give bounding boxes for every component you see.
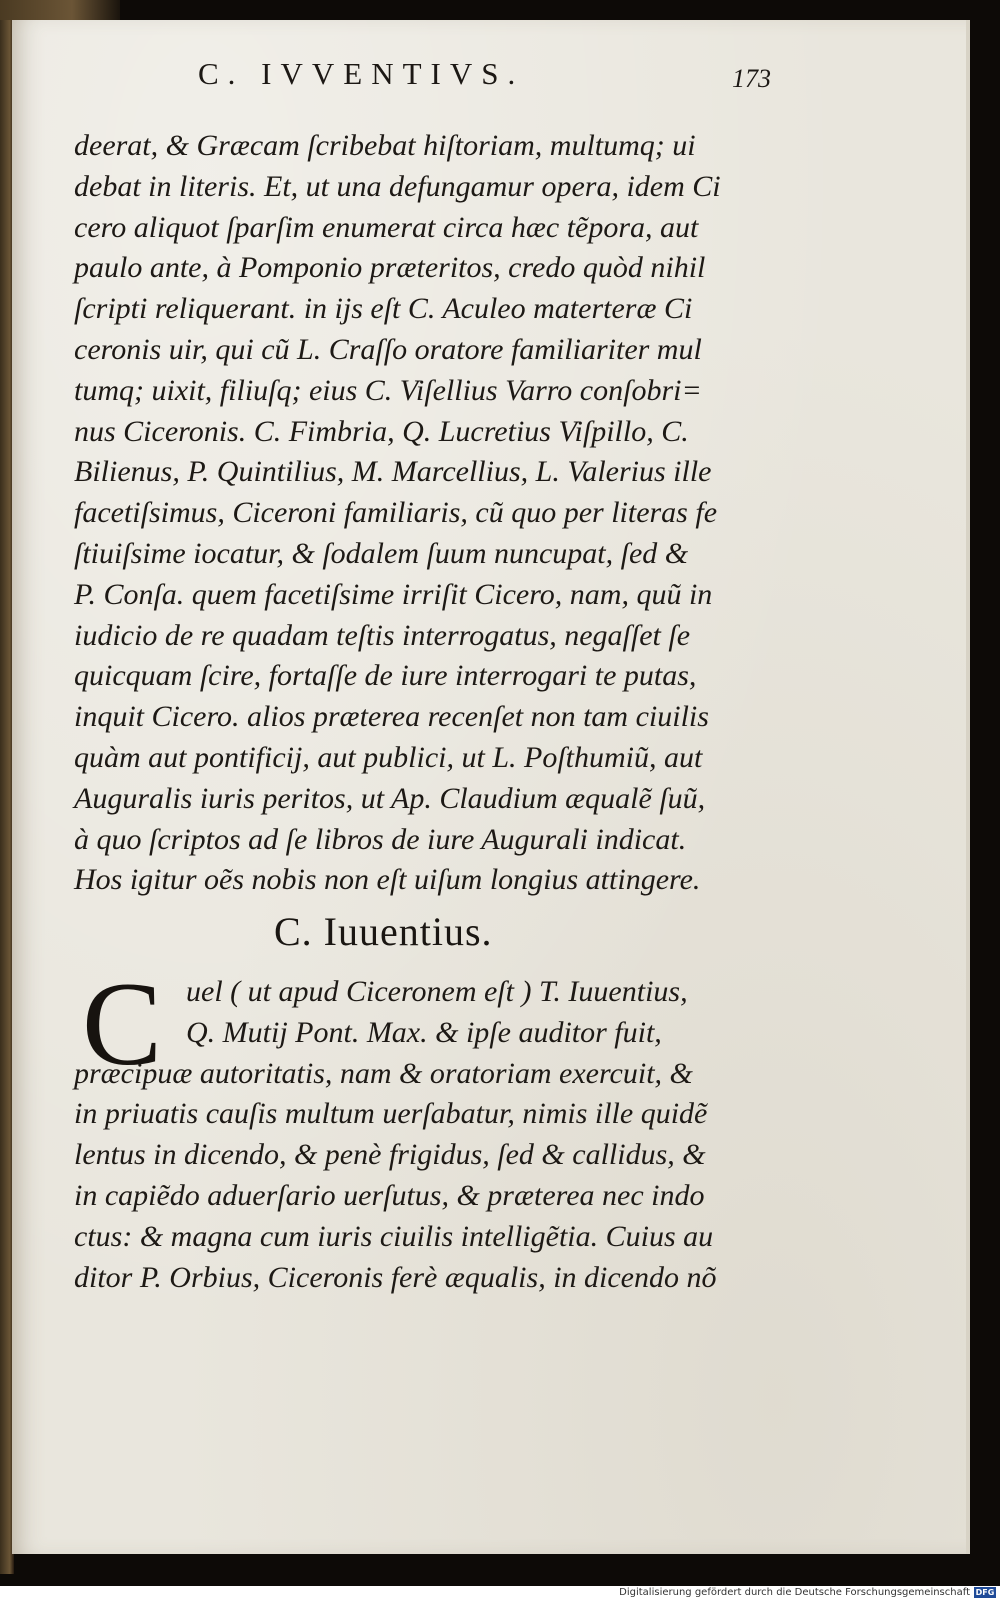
running-head: C. IVVENTIVS.: [198, 56, 525, 91]
text-line: cero aliquot ſparſim enumerat circa hæc tẽpora, aut: [74, 210, 699, 244]
text-line: lentus in dicendo, & penè frigidus, ſed & callidus, &: [74, 1138, 706, 1172]
book-top-edge: [0, 0, 120, 22]
section-heading: C. Iuuentius.: [274, 909, 493, 954]
text-line: Hos igitur oẽs nobis non eſt uiſum longius attingere.: [74, 863, 701, 897]
text-line: tumq; uixit, filiuſq; eius C. Viſellius Varro conſobri=: [74, 373, 702, 407]
text-line: paulo ante, à Pomponio præteritos, credo quòd nihil: [74, 251, 706, 285]
text-line: Auguralis iuris peritos, ut Ap. Claudium æqualẽ ſuũ,: [74, 781, 706, 815]
text-line: quicquam ſcire, fortaſſe de iure interrogari te putas,: [74, 659, 697, 693]
text-line: ctus: & magna cum iuris ciuilis intelligẽtia. Cuius au: [74, 1219, 714, 1253]
text-line: quàm aut pontificij, aut publici, ut L. Poſthumiũ, aut: [74, 740, 703, 774]
text-line: nus Ciceronis. C. Fimbria, Q. Lucretius Viſpillo, C.: [74, 414, 689, 448]
footer-bar: [0, 1586, 1000, 1600]
drop-cap-initial: C: [82, 957, 163, 1090]
text-line: facetiſsimus, Ciceroni familiaris, cũ quo per literas fe: [74, 496, 718, 530]
text-line: iudicio de re quadam teſtis interrogatus, negaſſet ſe: [74, 618, 691, 652]
body-text: [74, 126, 774, 901]
funding-credit: Digitalisierung gefördert durch die Deutsche Forschungsgemeinschaft: [619, 1587, 970, 1598]
text-line: uel ( ut apud Ciceronem eſt ) T. Iuuentius,: [186, 975, 688, 1008]
text-line: deerat, & Græcam ſcribebat hiſtoriam, multumq; ui: [74, 129, 696, 162]
book-page: [12, 20, 970, 1554]
text-line: præcipuæ autoritatis, nam & oratoriam exercuit, &: [74, 1056, 693, 1090]
text-line: ceronis uir, qui cũ L. Craſſo oratore familiariter mul: [74, 332, 702, 366]
text-line: Q. Mutij Pont. Max. & ipſe auditor fuit,: [186, 1015, 662, 1049]
text-line: in capiẽdo aduerſario uerſutus, & præterea nec indo: [74, 1178, 705, 1212]
scan-background: [0, 1574, 1000, 1586]
text-line: à quo ſcriptos ad ſe libros de iure Augurali indicat.: [74, 822, 687, 856]
text-line: in priuatis cauſis multum uerſabatur, nimis ille quidẽ: [74, 1097, 708, 1131]
text-line: inquit Cicero. alios præterea recenſet non tam ciuilis: [74, 700, 709, 734]
text-line: debat in literis. Et, ut una defungamur opera, idem Ci: [74, 169, 721, 203]
section-text: [74, 972, 784, 1298]
page-number: 173: [732, 64, 771, 93]
text-line: ditor P. Orbius, Ciceronis ferè æqualis, in dicendo nõ: [74, 1260, 717, 1294]
text-line: Bilienus, P. Quintilius, M. Marcellius, L. Valerius ille: [74, 455, 712, 489]
text-line: P. Conſa. quem facetiſsime irriſit Cicero, nam, quũ in: [74, 577, 713, 611]
dfg-logo: DFG: [975, 1588, 995, 1597]
text-line: ſcripti reliquerant. in ijs eſt C. Aculeo materteræ Ci: [74, 292, 693, 326]
text-line: ſtiuiſsime iocatur, & ſodalem ſuum nuncupat, ſed &: [74, 536, 689, 570]
